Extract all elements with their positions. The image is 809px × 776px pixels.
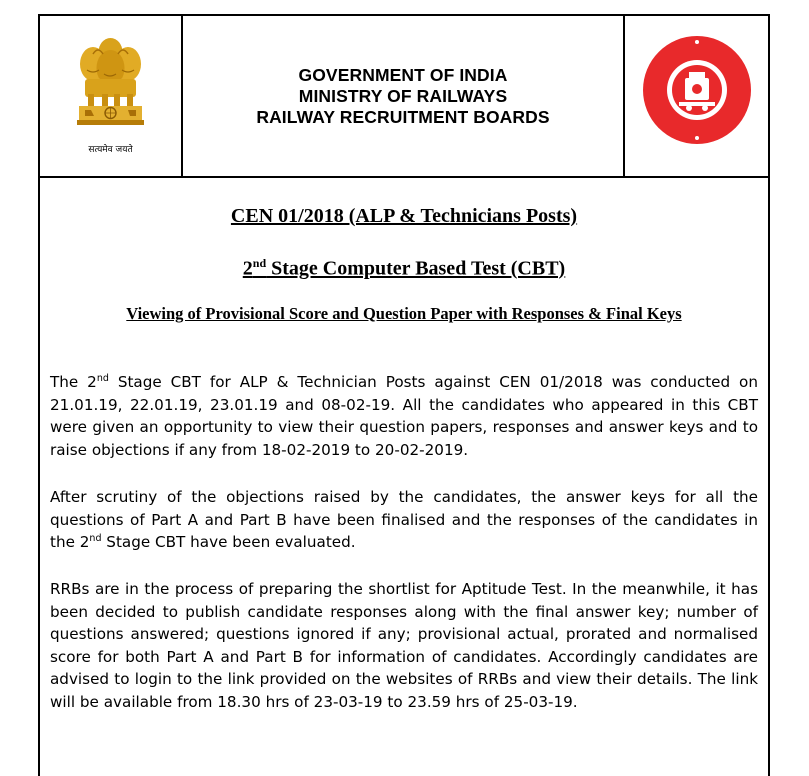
org-line-ministry: MINISTRY OF RAILWAYS (298, 85, 508, 106)
paragraph-shortlist: RRBs are in the process of preparing the shortlist for Aptitude Test. In the meanwhile, it has been decided to publish candidate responses along with the final answer key; number of questions answered; questions ignored if any; provisional actual, prorated and normalised score for both Part A and Part B for information of candidates. Accordingly candidates are advised to login to the link provided on the websites of RRBs and view their details. The link will be available from 18.30 hrs of 23-03-19 to 23.59 hrs of 25-03-19. (50, 580, 758, 711)
p1-start: The 2 (50, 373, 97, 391)
stage-title (40, 256, 768, 281)
p1-ordinal: nd (96, 372, 109, 384)
ashoka-emblem-icon (73, 34, 148, 146)
paragraph-objections (50, 486, 758, 554)
stage-rest: Stage Computer Based Test (CBT) (266, 257, 566, 280)
letterhead (40, 16, 768, 178)
letterhead-title (183, 16, 623, 176)
p2-start: After scrutiny of the objections raised by the candidates, the answer keys for all the questions of Part A and Part B have been finalised and the responses of the candidates in the 2 (50, 488, 758, 551)
cen-title: CEN 01/2018 (ALP & Technicians Posts) (230, 205, 578, 227)
emblem-motto: सत्यमेव जयते (88, 145, 133, 155)
stage-ordinal: nd (252, 256, 267, 270)
paragraph-cbt-conducted (50, 371, 758, 461)
p1-rest: Stage CBT for ALP & Technician Posts against CEN 01/2018 was conducted on 21.01.19, 22.01.19, 23.01.19 and 08-02-19. All the candidates who appeared in this CBT were given an opportunity to view their question papers, responses and answer keys and to raise objections if any from 18-02-2019 to 20-02-2019. (50, 373, 758, 459)
p2-ordinal: nd (89, 532, 102, 544)
viewing-title: Viewing of Provisional Score and Question Paper with Responses & Final Keys (126, 304, 682, 323)
org-line-government: GOVERNMENT OF INDIA (298, 64, 508, 85)
logo-cell (623, 16, 768, 176)
document-page (38, 14, 770, 776)
emblem-cell (40, 16, 183, 176)
indian-railways-logo-icon (641, 34, 753, 146)
stage-number: 2 (242, 257, 253, 280)
org-line-boards: RAILWAY RECRUITMENT BOARDS (256, 106, 550, 127)
p2-rest: Stage CBT have been evaluated. (101, 533, 356, 551)
